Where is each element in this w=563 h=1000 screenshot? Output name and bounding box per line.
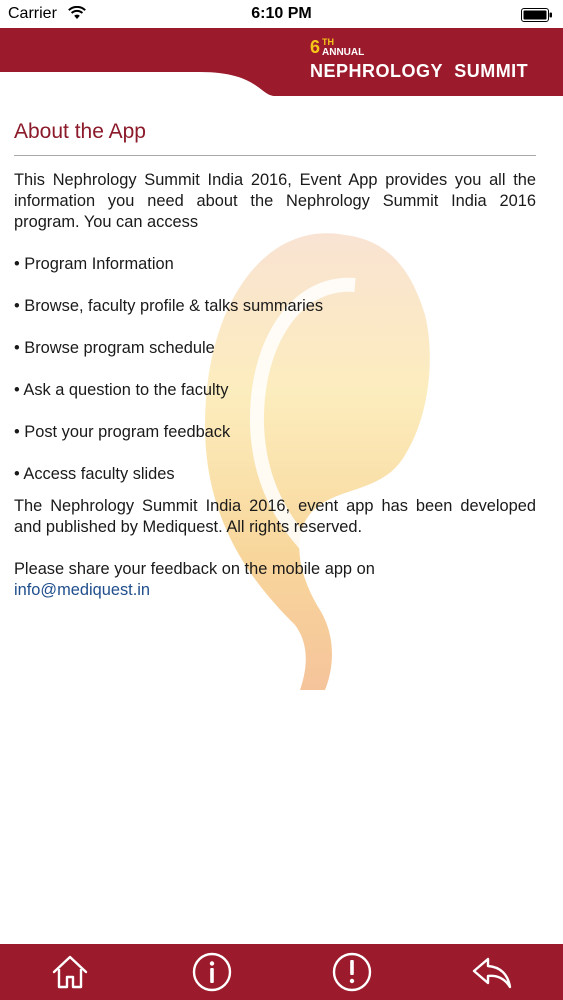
alert-icon	[330, 950, 374, 994]
feature-list	[14, 243, 536, 495]
feature-item: • Browse program schedule	[14, 339, 215, 357]
tab-alert[interactable]	[330, 950, 374, 994]
title-divider	[14, 155, 536, 156]
brand-ordinal-suffix: TH	[322, 37, 334, 47]
feature-item: • Access faculty slides	[14, 465, 175, 483]
status-bar	[0, 0, 563, 28]
page-title: About the App	[14, 120, 146, 143]
bottom-tab-bar	[0, 944, 563, 1000]
feedback-text: Please share your feedback on the mobile app on	[14, 560, 375, 578]
carrier-label: Carrier	[8, 5, 57, 22]
tab-back[interactable]	[470, 950, 514, 994]
feedback-email-link[interactable]: info@mediquest.in	[14, 581, 150, 599]
feature-item: • Program Information	[14, 255, 174, 273]
intro-paragraph: This Nephrology Summit India 2016, Event App provides you all the information you need about the Nephrology Summit India 2016 program. You can access	[14, 171, 536, 231]
brand-annual: ANNUAL	[322, 47, 365, 58]
home-icon	[48, 950, 92, 994]
tab-home[interactable]	[48, 950, 92, 994]
back-arrow-icon	[470, 950, 514, 994]
feature-item: • Browse, faculty profile & talks summaries	[14, 297, 324, 315]
copyright-paragraph: The Nephrology Summit India 2016, event app has been developed and published by Mediquest. All rights reserved.	[14, 497, 536, 536]
tab-info[interactable]	[190, 950, 234, 994]
battery-icon	[521, 8, 553, 22]
about-content	[14, 120, 536, 601]
app-header	[0, 28, 563, 96]
feature-item: • Ask a question to the faculty	[14, 381, 229, 399]
info-icon	[190, 950, 234, 994]
brand-ordinal: 6	[310, 37, 321, 57]
clock: 6:10 PM	[251, 5, 312, 22]
brand-logo-text: NEPHROLOGY SUMMIT	[310, 61, 529, 81]
feedback-section	[14, 559, 536, 601]
feature-item: • Post your program feedback	[14, 423, 231, 441]
